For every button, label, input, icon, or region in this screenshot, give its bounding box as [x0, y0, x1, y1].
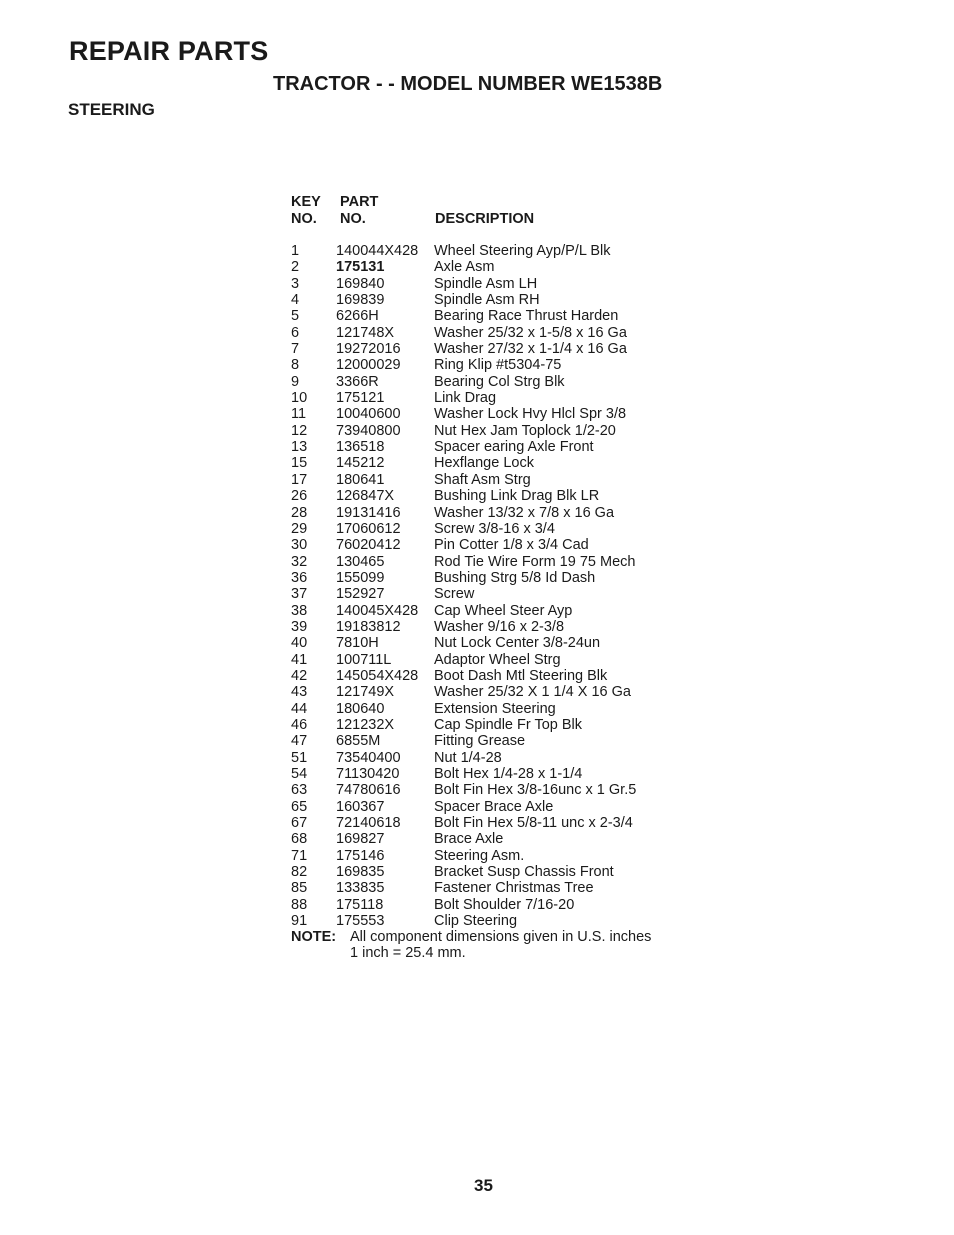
- part-number: 152927: [336, 586, 385, 603]
- key-number: 91: [291, 913, 308, 930]
- part-description: Wheel Steering Ayp/P/L Blk: [434, 243, 611, 259]
- key-number: 82: [291, 864, 308, 881]
- part-description: Rod Tie Wire Form 19 75 Mech: [434, 553, 636, 570]
- key-number: 39: [291, 618, 308, 635]
- part-description: Washer 27/32 x 1-1/4 x 16 Ga: [434, 341, 627, 358]
- part-number: 145054X428: [336, 667, 419, 684]
- key-number: 26: [291, 488, 308, 505]
- part-number: 140044X428: [336, 243, 419, 259]
- part-description: Clip Steering: [434, 913, 518, 930]
- part-number: 17060612: [336, 520, 401, 537]
- note-line-2: 1 inch = 25.4 mm.: [350, 945, 466, 961]
- part-description: Link Drag: [434, 390, 497, 407]
- part-description: Bearing Race Thrust Harden: [434, 308, 619, 325]
- part-description: Spindle Asm LH: [434, 275, 538, 292]
- part-description: Shaft Asm Strg: [434, 471, 531, 488]
- key-number: 51: [291, 749, 308, 766]
- key-number: 5: [291, 308, 300, 325]
- part-description: Spindle Asm RH: [434, 292, 540, 309]
- key-number: 10: [291, 390, 308, 407]
- part-number: 71130420: [336, 766, 400, 782]
- part-description: Bushing Strg 5/8 Id Dash: [434, 569, 596, 586]
- key-number: 68: [291, 831, 308, 848]
- part-number: 140045X428: [336, 602, 419, 619]
- part-number: 121749X: [336, 684, 395, 701]
- part-description: Ring Klip #t5304-75: [434, 357, 562, 374]
- column-header-description: DESCRIPTION: [435, 211, 535, 227]
- key-number: 47: [291, 733, 308, 750]
- part-number: 155099: [336, 569, 385, 586]
- key-number: 43: [291, 684, 308, 701]
- part-number: 175131: [336, 259, 385, 276]
- part-number: 3366R: [336, 373, 379, 390]
- part-number: 136518: [336, 439, 385, 456]
- part-number: 121748X: [336, 324, 395, 341]
- key-number: 40: [291, 635, 308, 652]
- part-description: Steering Asm.: [434, 847, 525, 864]
- key-number: 7: [291, 341, 300, 358]
- part-description: Fitting Grease: [434, 733, 526, 750]
- key-number: 4: [291, 292, 300, 309]
- part-number: 169840: [336, 275, 385, 292]
- key-number: 44: [291, 700, 308, 717]
- part-description: Cap Wheel Steer Ayp: [434, 602, 573, 619]
- part-description: Nut 1/4-28: [434, 749, 502, 766]
- page-title: REPAIR PARTS: [69, 36, 269, 66]
- part-number: 6855M: [336, 733, 381, 750]
- part-description: Bushing Link Drag Blk LR: [434, 488, 600, 505]
- key-number: 88: [291, 896, 308, 913]
- part-description: Hexflange Lock: [434, 455, 534, 472]
- key-number: 42: [291, 667, 308, 684]
- note-block: [291, 929, 652, 961]
- note-line-1: All component dimensions given in U.S. inches: [350, 929, 652, 945]
- key-number: 67: [291, 815, 308, 832]
- key-number: 38: [291, 602, 308, 619]
- part-description: Bolt Fin Hex 3/8-16unc x 1 Gr.5: [434, 782, 637, 799]
- part-description: Extension Steering: [434, 700, 556, 717]
- part-description: Washer Lock Hvy Hlcl Spr 3/8: [434, 406, 627, 423]
- key-number: 3: [291, 275, 300, 292]
- key-number: 46: [291, 716, 308, 733]
- note-label: NOTE:: [291, 929, 337, 945]
- part-description: Washer 9/16 x 2-3/8: [434, 618, 565, 635]
- column-header-part-line1: PART: [340, 194, 379, 210]
- model-subtitle: TRACTOR - - MODEL NUMBER WE1538B: [273, 73, 663, 95]
- key-number: 71: [291, 847, 308, 864]
- key-number: 29: [291, 520, 308, 537]
- part-number: 145212: [336, 455, 385, 472]
- part-number: 19272016: [336, 341, 401, 358]
- part-description: Fastener Christmas Tree: [434, 880, 594, 897]
- part-number: 133835: [336, 880, 385, 897]
- part-description: Washer 25/32 X 1 1/4 X 16 Ga: [434, 684, 631, 701]
- column-header-key: [291, 194, 321, 228]
- part-number: 121232X: [336, 716, 395, 733]
- key-number: 12: [291, 422, 308, 439]
- key-number: 28: [291, 504, 308, 521]
- part-description: Spacer earing Axle Front: [434, 439, 594, 456]
- part-number: 169827: [336, 831, 385, 848]
- key-number: 2: [291, 259, 300, 276]
- part-number: 74780616: [336, 782, 401, 799]
- part-description: Bearing Col Strg Blk: [434, 373, 565, 390]
- part-number: 175118: [336, 896, 384, 913]
- key-number: 1: [291, 243, 300, 259]
- part-description: Washer 25/32 x 1-5/8 x 16 Ga: [434, 324, 627, 341]
- column-header-key-line1: KEY: [291, 194, 321, 210]
- section-heading: STEERING: [68, 100, 155, 119]
- key-number: 32: [291, 553, 308, 570]
- key-number: 11: [291, 406, 307, 423]
- part-number: 180641: [336, 471, 385, 488]
- column-header-key-line2: NO.: [291, 211, 317, 227]
- part-number: 19183812: [336, 618, 401, 635]
- part-description: Pin Cotter 1/8 x 3/4 Cad: [434, 537, 589, 554]
- key-number: 15: [291, 455, 308, 472]
- part-description: Boot Dash Mtl Steering Blk: [434, 667, 608, 684]
- part-number: 10040600: [336, 406, 401, 423]
- column-header-part: [340, 194, 378, 228]
- key-number: 13: [291, 439, 308, 456]
- part-number: 175553: [336, 913, 385, 930]
- key-number: 30: [291, 537, 308, 554]
- part-description: Axle Asm: [434, 259, 495, 276]
- key-number: 6: [291, 324, 300, 341]
- part-number: 160367: [336, 798, 385, 815]
- part-description: Bolt Fin Hex 5/8-11 unc x 2-3/4: [434, 815, 633, 832]
- part-number: 19131416: [336, 504, 401, 521]
- part-number: 130465: [336, 553, 385, 570]
- key-number: 54: [291, 766, 308, 782]
- page-number: 35: [474, 1176, 493, 1195]
- part-description: Spacer Brace Axle: [434, 798, 554, 815]
- part-number: 169839: [336, 292, 385, 309]
- part-description: Nut Lock Center 3/8-24un: [434, 635, 601, 652]
- part-number: 6266H: [336, 308, 379, 325]
- key-number: 85: [291, 880, 308, 897]
- column-header-part-line2: NO.: [340, 211, 366, 227]
- part-description: Adaptor Wheel Strg: [434, 651, 561, 668]
- part-number: 73540400: [336, 749, 401, 766]
- key-number: 41: [291, 651, 308, 668]
- part-number: 175146: [336, 847, 385, 864]
- part-description: Screw: [434, 586, 475, 603]
- key-number: 9: [291, 373, 300, 390]
- part-description: Bolt Hex 1/4-28 x 1-1/4: [434, 766, 583, 782]
- key-number: 65: [291, 798, 308, 815]
- part-number: 72140618: [336, 815, 401, 832]
- part-description: Washer 13/32 x 7/8 x 16 Ga: [434, 504, 615, 521]
- part-description: Cap Spindle Fr Top Blk: [434, 716, 583, 733]
- part-number: 7810H: [336, 635, 379, 652]
- part-description: Bracket Susp Chassis Front: [434, 864, 614, 881]
- part-description: Bolt Shoulder 7/16-20: [434, 896, 575, 913]
- part-number: 76020412: [336, 537, 401, 554]
- key-number: 37: [291, 586, 308, 603]
- part-description: Screw 3/8-16 x 3/4: [434, 520, 555, 537]
- part-number: 169835: [336, 864, 385, 881]
- part-description: Brace Axle: [434, 831, 504, 848]
- part-number: 180640: [336, 700, 385, 717]
- part-number: 12000029: [336, 357, 401, 374]
- part-description: Nut Hex Jam Toplock 1/2-20: [434, 422, 616, 439]
- key-number: 36: [291, 569, 308, 586]
- key-number: 17: [291, 471, 308, 488]
- part-number: 73940800: [336, 422, 401, 439]
- part-number: 126847X: [336, 488, 395, 505]
- part-number: 175121: [336, 390, 385, 407]
- part-number: 100711L: [336, 651, 392, 668]
- key-number: 8: [291, 357, 300, 374]
- key-number: 63: [291, 782, 308, 799]
